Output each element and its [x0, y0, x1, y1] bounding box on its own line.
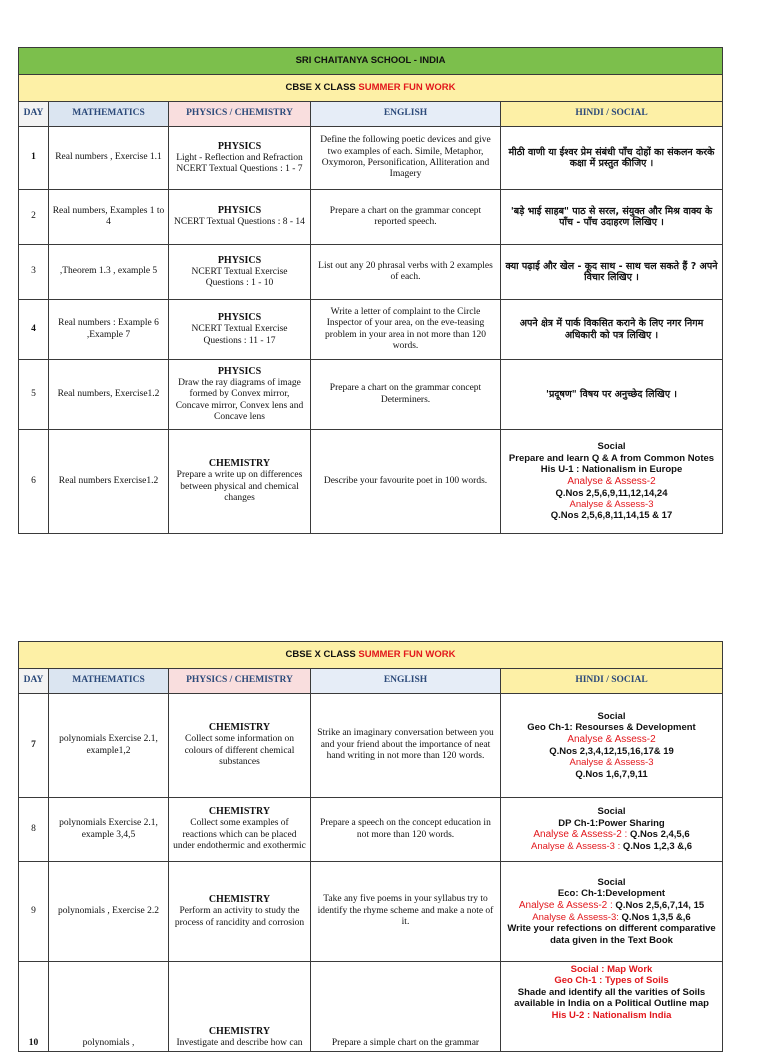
header-math: MATHEMATICS: [49, 669, 169, 694]
day-cell: 2: [19, 190, 49, 245]
phys-cell: [169, 127, 311, 190]
subject-label: CHEMISTRY: [208, 806, 271, 818]
phys-cell: [169, 798, 311, 862]
phys-cell: [169, 430, 311, 534]
social-red: Analyse & Assess-3 :: [530, 841, 621, 853]
day-cell: 3: [19, 245, 49, 300]
subject-label: CHEMISTRY: [208, 722, 271, 734]
social-heading: Social: [597, 877, 626, 889]
table-row: [19, 962, 723, 1052]
sheet-title: [19, 642, 723, 669]
table-row: [19, 360, 723, 430]
social-line: His U-2 : Nationalism India: [551, 1009, 672, 1021]
day-cell: 5: [19, 360, 49, 430]
phys-text: Investigate and describe how can: [176, 1037, 303, 1048]
table-row: [19, 245, 723, 300]
phys-text: NCERT Textual Exercise Questions : 11 - 17: [191, 324, 288, 346]
social-line: Shade and identify all the varities of Soils available in India on a Political Outline map: [514, 986, 709, 1010]
table-row: [19, 862, 723, 962]
header-hindi: HINDI / SOCIAL: [501, 102, 723, 127]
phys-text: NCERT Textual Exercise Questions : 1 - 10: [191, 266, 288, 288]
social-cell: [501, 962, 723, 1052]
math-cell: polynomials , Exercise 2.2: [49, 862, 169, 962]
social-line: Prepare and learn Q & A from Common Notes: [508, 452, 715, 464]
social-qnos: Q.Nos 1,2,3 &,6: [620, 841, 693, 853]
social-line: Q.Nos 1,6,7,9,11: [575, 768, 648, 780]
table-row: [19, 694, 723, 798]
sheet-title: [19, 75, 723, 102]
header-eng: ENGLISH: [311, 102, 501, 127]
hindi-cell: मीठी वाणी या ईश्वर प्रेम संबंधी पाँच दोहों का संकलन करके कक्षा में प्रस्तुत कीजिए ।: [501, 127, 723, 190]
phys-cell: [169, 360, 311, 430]
social-line: His U-1 : Nationalism in Europe: [540, 464, 683, 476]
eng-cell: Take any five poems in your syllabus try to identify the rhyme scheme and make a note of it.: [311, 862, 501, 962]
header-day: DAY: [19, 669, 49, 694]
header-phys: PHYSICS / CHEMISTRY: [169, 669, 311, 694]
phys-text: Light - Reflection and Refraction NCERT Textual Questions : 1 - 7: [176, 152, 303, 174]
social-line: Geo Ch-1: Resourses & Development: [527, 722, 696, 734]
social-red: Analyse & Assess-3:: [532, 911, 619, 923]
social-line: Geo Ch-1 : Types of Soils: [554, 975, 669, 987]
day-cell: 1: [19, 127, 49, 190]
phys-cell: [169, 694, 311, 798]
social-line: Q.Nos 2,3,4,12,15,16,17& 19: [549, 745, 674, 757]
phys-cell: [169, 962, 311, 1052]
header-math: MATHEMATICS: [49, 102, 169, 127]
schedule-table-1: [18, 47, 723, 534]
eng-cell: Define the following poetic devices and give two examples of each. Simile, Metaphor, Oxymoron, Personification, Alliteration and Imagery: [311, 127, 501, 190]
header-row: [19, 102, 723, 127]
subject-label: PHYSICS: [217, 254, 262, 266]
social-red: Analyse & Assess-2 :: [533, 829, 628, 841]
social-line: Analyse & Assess-2: [567, 733, 656, 745]
eng-cell: Strike an imaginary conversation between you and your friend about the importance of neat hand writing in not more than 120 words.: [311, 694, 501, 798]
social-cell: [501, 430, 723, 534]
social-cell: [501, 694, 723, 798]
day-cell: 8: [19, 798, 49, 862]
school-name: SRI CHAITANYA SCHOOL - INDIA: [19, 48, 723, 75]
math-cell: polynomials ,: [49, 962, 169, 1052]
subject-label: CHEMISTRY: [208, 894, 271, 906]
eng-cell: Describe your favourite poet in 100 words.: [311, 430, 501, 534]
social-qnos: Q.Nos 2,5,6,7,14, 15: [612, 899, 705, 911]
math-cell: polynomials Exercise 2.1, example 3,4,5: [49, 798, 169, 862]
day-cell: 9: [19, 862, 49, 962]
eng-cell: List out any 20 phrasal verbs with 2 examples of each.: [311, 245, 501, 300]
social-qnos: Q.Nos 1,3,5 &,6: [618, 911, 691, 923]
social-heading: Social: [597, 711, 626, 723]
phys-text: Draw the ray diagrams of image formed by Convex mirror, Concave mirror, Convex lens and Concave lens: [175, 377, 304, 422]
phys-text: NCERT Textual Questions : 8 - 14: [174, 217, 305, 228]
title-black: CBSE X CLASS: [285, 649, 356, 661]
phys-text: Perform an activity to study the process of rancidity and corrosion: [174, 906, 305, 928]
math-cell: Real numbers : Example 6 ,Example 7: [49, 300, 169, 360]
phys-cell: [169, 245, 311, 300]
header-row: [19, 669, 723, 694]
title-red: SUMMER FUN WORK: [358, 649, 456, 661]
phys-text: Collect some examples of reactions which can be placed under endothermic and exothermic: [173, 818, 306, 852]
table-row: [19, 127, 723, 190]
header-day: DAY: [19, 102, 49, 127]
header-hindi: HINDI / SOCIAL: [501, 669, 723, 694]
eng-cell: Prepare a simple chart on the grammar: [311, 962, 501, 1052]
math-cell: Real numbers , Exercise 1.1: [49, 127, 169, 190]
social-line: DP Ch-1:Power Sharing: [558, 817, 665, 829]
social-red: Analyse & Assess-2 :: [518, 899, 613, 911]
day-cell: 6: [19, 430, 49, 534]
table-row: [19, 300, 723, 360]
subject-label: PHYSICS: [217, 365, 262, 377]
schedule-table-2: [18, 641, 723, 1052]
math-cell: Real numbers, Examples 1 to 4: [49, 190, 169, 245]
math-cell: polynomials Exercise 2.1, example1,2: [49, 694, 169, 798]
hindi-cell: क्या पढ़ाई और खेल - कूद साथ - साथ चल सकते हैं ? अपने विचार लिखिए ।: [501, 245, 723, 300]
eng-cell: Write a letter of complaint to the Circle Inspector of your area, on the eve-teasing problem in your area in not more than 120 words.: [311, 300, 501, 360]
social-line: Q.Nos 2,5,6,8,11,14,15 & 17: [550, 510, 673, 522]
subject-label: PHYSICS: [217, 205, 262, 217]
day-cell: 7: [19, 694, 49, 798]
hindi-cell: 'प्रदूषण" विषय पर अनुच्छेद लिखिए ।: [501, 360, 723, 430]
social-line: Write your refections on different comparative data given in the Text Book: [507, 923, 716, 946]
subject-label: CHEMISTRY: [208, 458, 271, 470]
social-line: Eco: Ch-1:Development: [557, 888, 666, 900]
phys-cell: [169, 190, 311, 245]
social-cell: [501, 798, 723, 862]
social-line: Analyse & Assess-3: [569, 757, 654, 769]
header-eng: ENGLISH: [311, 669, 501, 694]
social-heading: Social : Map Work: [570, 964, 653, 975]
math-cell: ,Theorem 1.3 , example 5: [49, 245, 169, 300]
phys-cell: [169, 862, 311, 962]
social-heading: Social: [597, 806, 626, 818]
table-row: [19, 430, 723, 534]
day-cell: 10: [19, 962, 49, 1052]
eng-cell: Prepare a chart on the grammar concept reported speech.: [311, 190, 501, 245]
social-cell: [501, 862, 723, 962]
social-line: Analyse & Assess-3: [569, 498, 654, 510]
hindi-cell: 'बड़े भाई साहब" पाठ से सरल, संयुक्त और मिश्र वाक्य के पाँच - पाँच उदाहरण लिखिए ।: [501, 190, 723, 245]
phys-text: Prepare a write up on differences between physical and chemical changes: [176, 470, 303, 504]
subject-label: PHYSICS: [217, 312, 262, 324]
subject-label: CHEMISTRY: [208, 1025, 271, 1037]
header-phys: PHYSICS / CHEMISTRY: [169, 102, 311, 127]
eng-cell: Prepare a speech on the concept education in not more than 120 words.: [311, 798, 501, 862]
social-line: Analyse & Assess-2: [567, 475, 656, 487]
phys-text: Collect some information on colours of different chemical substances: [184, 734, 295, 768]
table-row: [19, 190, 723, 245]
social-heading: Social: [597, 441, 626, 453]
subject-label: PHYSICS: [217, 140, 262, 152]
social-qnos: Q.Nos 2,4,5,6: [627, 829, 690, 841]
day-cell: 4: [19, 300, 49, 360]
eng-cell: Prepare a chart on the grammar concept Determiners.: [311, 360, 501, 430]
title-red: SUMMER FUN WORK: [358, 82, 456, 94]
table-row: [19, 798, 723, 862]
hindi-cell: अपने क्षेत्र में पार्क विकसित कराने के लिए नगर निगम अधिकारी को पत्र लिखिए ।: [501, 300, 723, 360]
social-line: Q.Nos 2,5,6,9,11,12,14,24: [555, 487, 668, 499]
math-cell: Real numbers, Exercise1.2: [49, 360, 169, 430]
phys-cell: [169, 300, 311, 360]
title-black: CBSE X CLASS: [285, 82, 356, 94]
math-cell: Real numbers Exercise1.2: [49, 430, 169, 534]
